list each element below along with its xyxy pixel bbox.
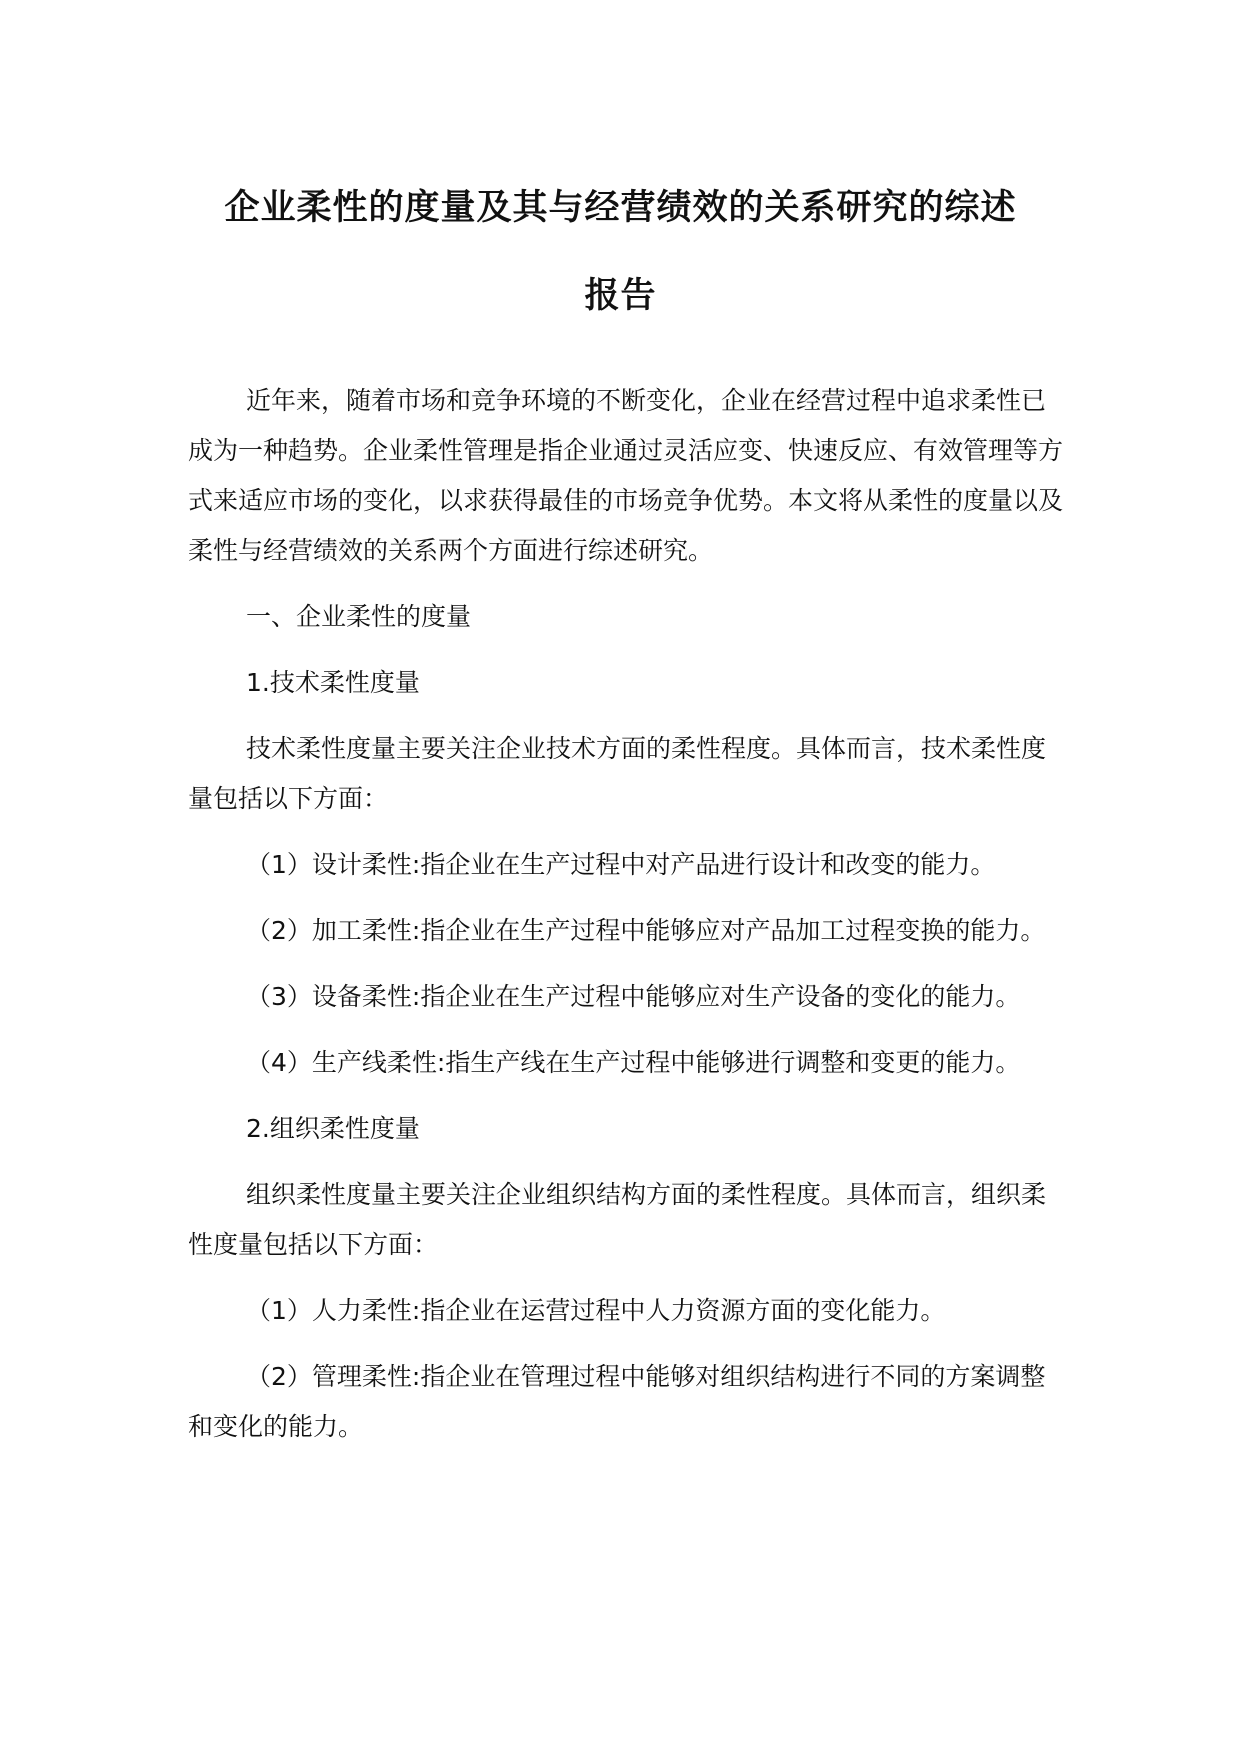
organizational-flexibility-intro: 组织柔性度量主要关注企业组织结构方面的柔性程度。具体而言，组织柔性度量包括以下方面： [188,1180,1047,1259]
list-item: （4）生产线柔性:指生产线在生产过程中能够进行调整和变更的能力。 [246,1048,1021,1077]
intro-paragraph: 近年来，随着市场和竞争环境的不断变化，企业在经营过程中追求柔性已成为一种趋势。企业柔性管理是指企业通过灵活应变、快速反应、有效管理等方式来适应市场的变化，以求获得最佳的市场竞争优势。本文将从柔性的度量以及柔性与经营绩效的关系两个方面进行综述研究。 [188,386,1064,565]
document-title-line-2: 报告 [584,276,657,316]
document-title-line-1: 企业柔性的度量及其与经营绩效的关系研究的综述 [224,188,1017,228]
subsection-heading-technical: 1.技术柔性度量 [246,668,420,697]
list-item: （2）加工柔性:指企业在生产过程中能够应对产品加工过程变换的能力。 [246,916,1046,945]
document-body [188,376,1068,1468]
subsection-heading-organizational: 2.组织柔性度量 [246,1114,420,1143]
list-item: （1）设计柔性:指企业在生产过程中对产品进行设计和改变的能力。 [246,850,996,879]
list-item: （1）人力柔性:指企业在运营过程中人力资源方面的变化能力。 [246,1296,946,1325]
section-heading-1: 一、企业柔性的度量 [246,602,472,631]
list-item: （3）设备柔性:指企业在生产过程中能够应对生产设备的变化的能力。 [246,982,1021,1011]
technical-flexibility-intro: 技术柔性度量主要关注企业技术方面的柔性程度。具体而言，技术柔性度量包括以下方面： [188,734,1047,813]
list-item: （2）管理柔性:指企业在管理过程中能够对组织结构进行不同的方案调整和变化的能力。 [188,1362,1046,1441]
